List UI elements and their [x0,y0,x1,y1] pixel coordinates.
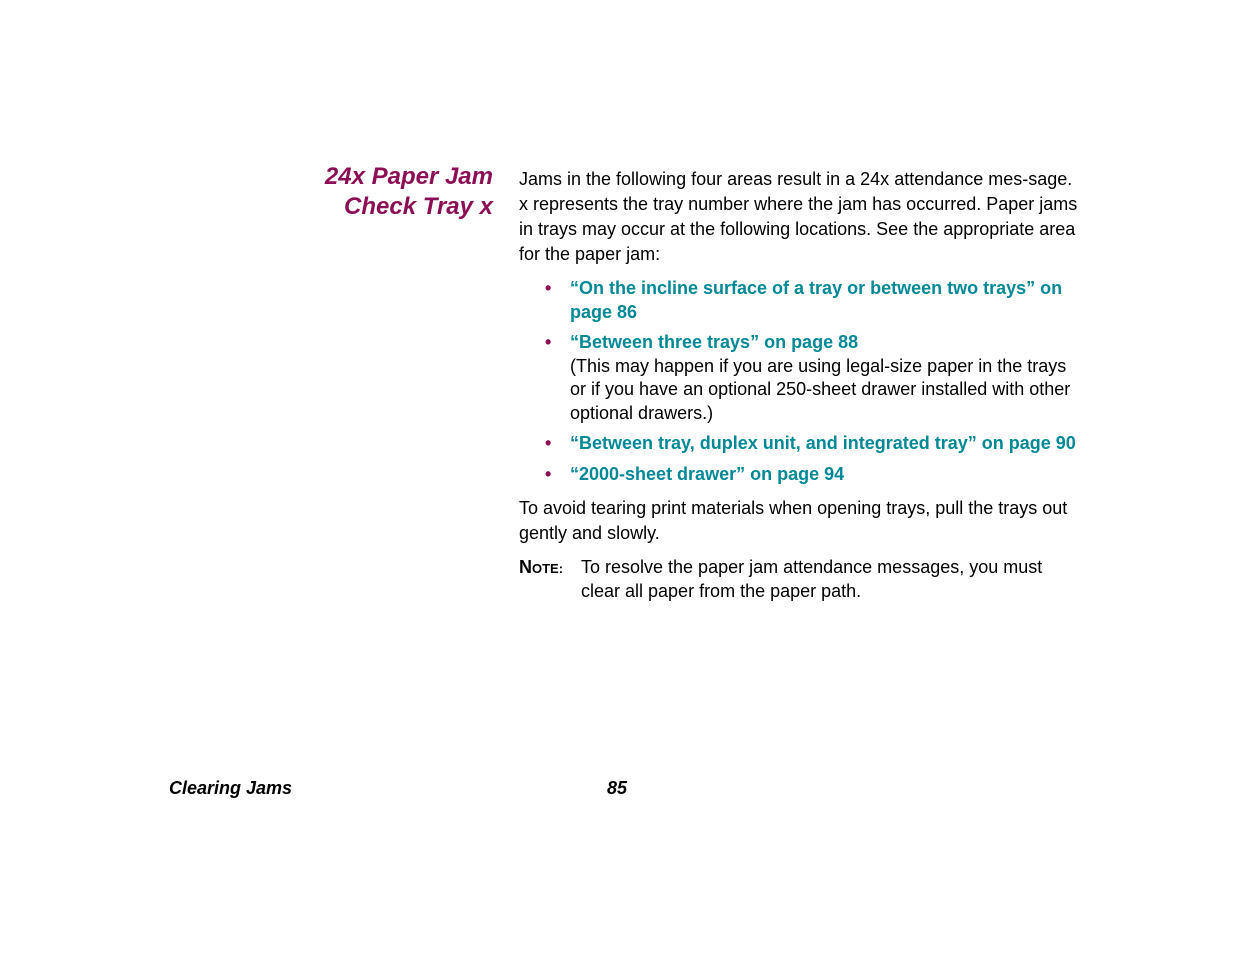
list-item [519,432,1079,456]
cross-reference-link[interactable]: “On the incline surface of a tray or between two trays” on page 86 [570,278,1063,322]
jam-location-list [519,277,1079,486]
cross-reference-link[interactable]: “Between tray, duplex unit, and integrated tray” on page 90 [570,433,1076,453]
list-item [519,331,1079,425]
bullet-icon: • [545,332,552,352]
cross-reference-link[interactable]: “2000-sheet drawer” on page 94 [570,463,845,484]
note-text: To resolve the paper jam attendance messages, you must clear all paper from the paper path. [581,557,1043,601]
intro-paragraph: Jams in the following four areas result in a 24x attendance mes-sage. x represents the tray number where the jam has occurred. Paper jams in trays may occur at the following locations. See the appropriate area for the paper jam: [519,169,1078,264]
cross-reference-link[interactable]: “Between three trays” on page 88 [570,332,859,352]
heading-line-2: Check Tray x [344,193,493,220]
bullet-icon: • [545,433,552,453]
heading-line-1: 24x Paper Jam [324,163,493,190]
bullet-icon: • [545,278,552,298]
footer-section-title: Clearing Jams [169,778,293,798]
bullet-icon: • [545,463,552,484]
list-item [519,463,1079,487]
list-item-note: (This may happen if you are using legal-size paper in the trays or if you have an optional 250-sheet drawer installed with other optional drawers.) [570,355,1071,423]
note-label-initial: N [519,557,532,577]
note-label-rest: OTE: [532,561,564,576]
advice-paragraph: To avoid tearing print materials when opening trays, pull the trays out gently and slowly. [519,498,1068,543]
list-item [519,277,1079,324]
section-heading [250,162,493,222]
note-label [519,556,563,581]
footer-page-number: 85 [607,778,628,798]
body-column [519,167,1079,603]
note-block [519,556,1079,603]
